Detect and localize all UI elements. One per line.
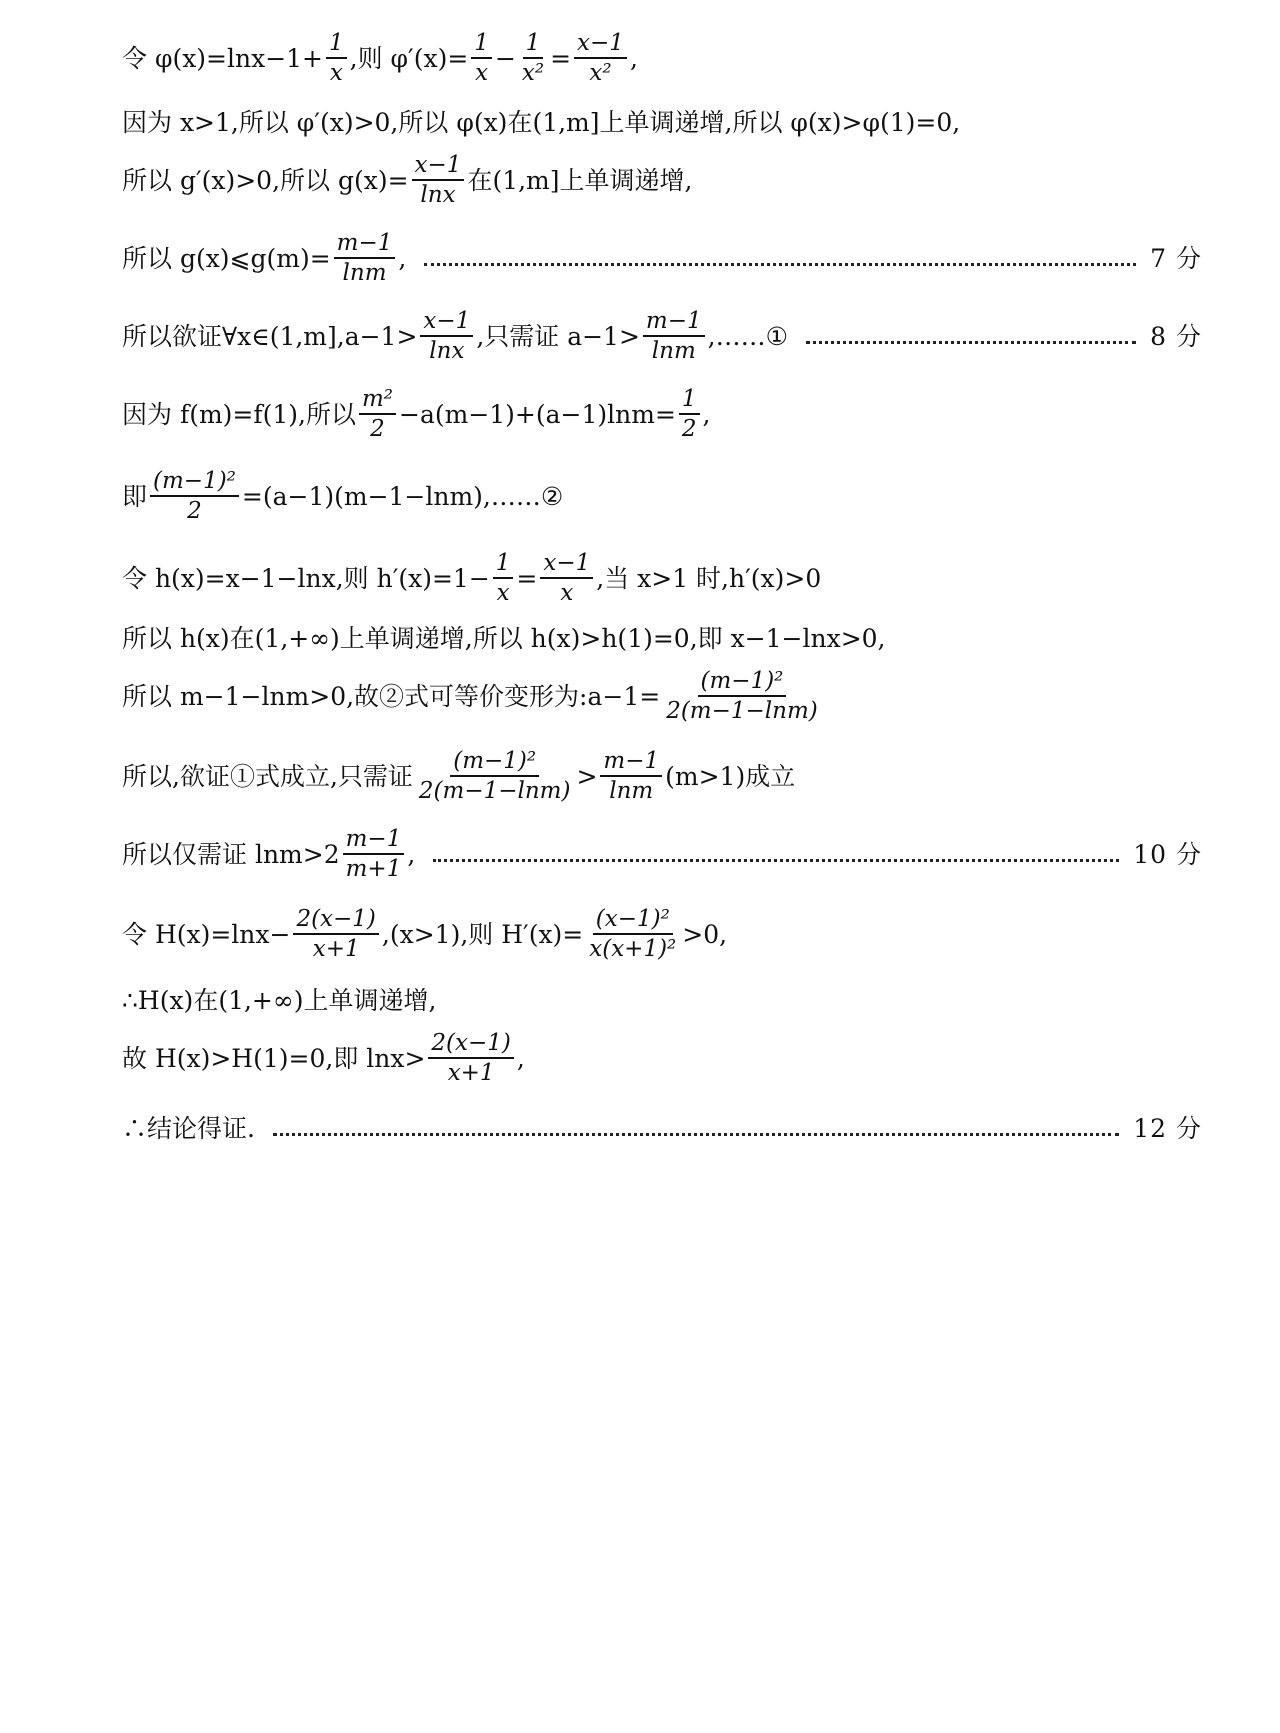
fraction [586,907,679,961]
text-segment: >0, [682,919,728,949]
text-segment: 即 [122,481,148,511]
denominator: lnm [342,260,387,286]
proof-line-g-bound [122,228,1202,288]
dotted-leader [424,263,1136,266]
numerator: (m−1)² [698,669,787,697]
denominator: lnx [429,338,465,364]
numerator: (m−1)² [150,469,239,497]
numerator: m² [359,387,396,415]
text-segment: (m>1)成立 [665,761,796,791]
numerator: x−1 [420,309,473,337]
text-segment: 令 h(x)=x−1−lnx,则 h′(x)=1− [122,563,490,593]
text-segment: −a(m−1)+(a−1)lnm= [399,399,676,429]
text-segment: 令 φ(x)=lnx−1+ [122,43,324,73]
numerator: x−1 [574,31,627,59]
fraction [519,31,547,85]
text-segment: 因为 f(m)=f(1),所以 [122,399,356,429]
fraction [574,31,627,85]
fraction [334,231,396,285]
text-segment: =(a−1)(m−1−lnm),……② [241,481,564,511]
proof-line-equation-2 [122,466,1202,526]
proof-line-equivalent-form [122,666,1202,726]
fraction [540,551,593,605]
numerator: m−1 [343,827,405,855]
denominator: lnm [651,338,696,364]
fraction [416,749,574,803]
dotted-leader [273,1133,1119,1136]
fraction [326,31,347,85]
text-segment: 故 H(x)>H(1)=0,即 lnx> [122,1043,426,1073]
denominator: m+1 [345,856,402,882]
text-segment: , [702,399,711,429]
text-segment: 所以 m−1−lnm>0,故②式可等价变形为:a−1= [122,681,661,711]
proof-line-g-monotonic [122,150,1202,210]
fraction [679,387,700,441]
fraction [471,31,492,85]
text-segment: , [398,243,407,273]
text-segment: 所以 h(x)在(1,+∞)上单调递增,所以 h(x)>h(1)=0,即 x−1−lnx>0, [122,623,886,653]
denominator: x² [589,60,612,86]
fraction [600,749,662,803]
fraction [150,469,239,523]
score-mark: 10 分 [1133,839,1202,869]
numerator: m−1 [643,309,705,337]
text-segment: = [550,43,572,73]
text-segment: 所以欲证∀x∈(1,m],a−1> [122,321,418,351]
numerator: 2(x−1) [293,907,378,935]
text-segment: > [576,761,598,791]
proof-line-phi-definition [122,28,1202,88]
text-segment: 所以,欲证①式成立,只需证 [122,761,413,791]
numerator: 1 [493,551,514,579]
dotted-leader [433,859,1119,862]
numerator: 1 [679,387,700,415]
score-mark: 8 分 [1150,321,1202,351]
text-segment: 所以 g(x)⩽g(m)= [122,243,331,273]
denominator: x [560,580,574,606]
text-segment: 所以仅需证 lnm>2 [122,839,340,869]
fraction [293,907,378,961]
proof-line-H-definition [122,904,1202,964]
numerator: x−1 [540,551,593,579]
denominator: 2 [681,416,697,442]
numerator: m−1 [600,749,662,777]
fraction [428,1031,513,1085]
denominator: 2 [187,498,202,524]
proof-line-goal-2 [122,746,1202,806]
denominator: x [496,580,510,606]
denominator: 2 [370,416,385,442]
numerator: m−1 [334,231,396,259]
denominator: lnm [609,778,654,804]
fraction [420,309,473,363]
proof-line-goal-1 [122,306,1202,366]
score-mark: 12 分 [1133,1113,1202,1143]
text-segment: ,……① [707,321,788,351]
text-segment: ,只需证 a−1> [476,321,640,351]
text-segment: − [494,43,516,73]
fraction [359,387,396,441]
text-segment: 所以 g′(x)>0,所以 g(x)= [122,165,409,195]
text-segment: = [516,563,538,593]
text-segment: , [516,1043,525,1073]
text-segment: 在(1,m]上单调递增, [467,165,693,195]
denominator: x [329,60,343,86]
denominator: 2(m−1−lnm) [418,778,571,804]
text-segment: ,则 φ′(x)= [349,43,469,73]
numerator: 1 [523,31,544,59]
numerator: 1 [471,31,492,59]
proof-line-H-bound [122,1028,1202,1088]
proof-line-h-monotonic [122,620,1202,656]
proof-line-phi-monotonic [122,104,1202,140]
fraction [493,551,514,605]
fraction [412,153,465,207]
text-segment: ∴结论得证. [122,1113,255,1143]
fraction [663,669,821,723]
numerator: (m−1)² [450,749,539,777]
text-segment: 令 H(x)=lnx− [122,919,291,949]
proof-line-h-definition [122,548,1202,608]
proof-line-H-monotonic [122,982,1202,1018]
denominator: x+1 [312,936,360,962]
text-segment: ∴H(x)在(1,+∞)上单调递增, [122,985,437,1015]
dotted-leader [806,341,1136,344]
denominator: 2(m−1−lnm) [666,698,818,724]
proof-line-conclusion [122,1110,1202,1146]
text-segment: , [407,839,416,869]
denominator: lnx [420,182,456,208]
proof-line-goal-3 [122,824,1202,884]
numerator: 1 [326,31,347,59]
numerator: 2(x−1) [428,1031,513,1059]
proof-line-f-equality [122,384,1202,444]
score-mark: 7 分 [1150,243,1202,273]
denominator: x(x+1)² [589,936,677,962]
fraction [343,827,405,881]
text-segment: ,当 x>1 时,h′(x)>0 [596,563,822,593]
text-segment: , [629,43,638,73]
denominator: x [475,60,489,86]
numerator: x−1 [412,153,465,181]
denominator: x² [521,60,545,86]
text-segment: 因为 x>1,所以 φ′(x)>0,所以 φ(x)在(1,m]上单调递增,所以 φ(x)>φ(1)=0, [122,107,961,137]
denominator: x+1 [447,1060,495,1086]
text-segment: ,(x>1),则 H′(x)= [381,919,584,949]
numerator: (x−1)² [593,907,673,935]
fraction [643,309,705,363]
